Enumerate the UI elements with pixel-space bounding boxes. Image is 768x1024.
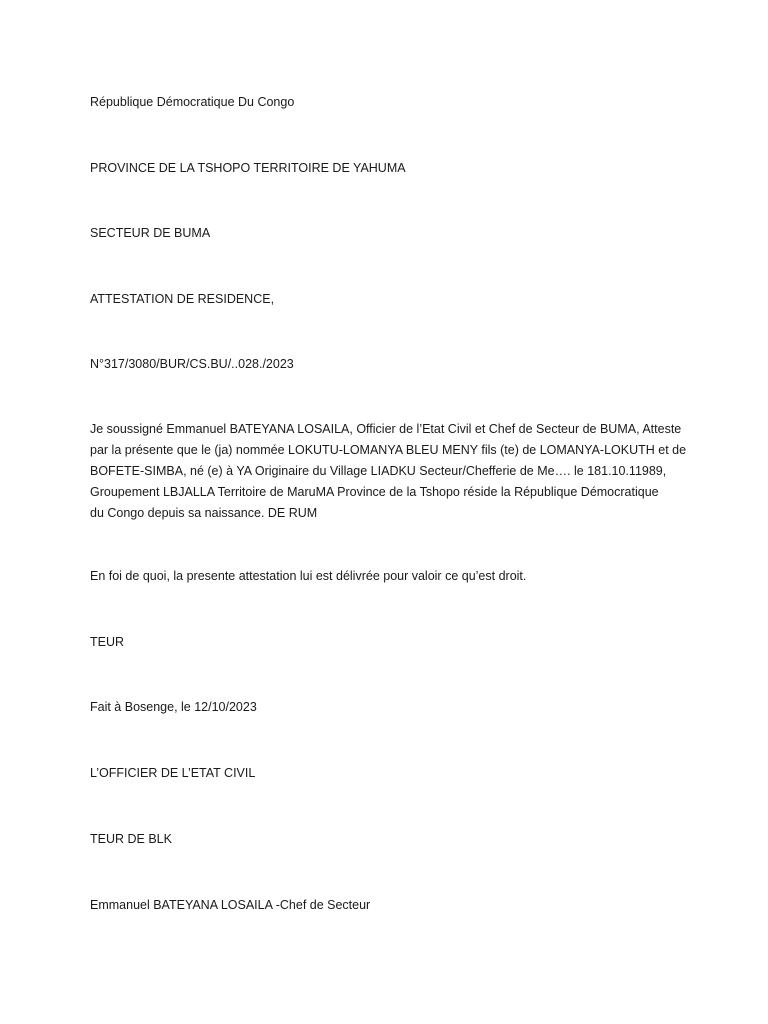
province-heading: PROVINCE DE LA TSHOPO TERRITOIRE DE YAHUMA [90, 161, 406, 175]
body-line: du Congo depuis sa naissance. DE RUM [90, 506, 318, 520]
text-fragment: TEUR DE BLK [90, 832, 172, 846]
document-title: ATTESTATION DE RESIDENCE, [90, 292, 275, 306]
text-fragment: TEUR [90, 635, 125, 649]
body-line: Je soussigné Emmanuel BATEYANA LOSAILA, Officier de l’Etat Civil et Chef de Secteur de BUMA, Atteste [90, 422, 682, 436]
signatory-name: Emmanuel BATEYANA LOSAILA -Chef de Secteur [90, 898, 371, 912]
officer-title: L’OFFICIER DE L’ETAT CIVIL [90, 766, 256, 780]
sector-heading: SECTEUR DE BUMA [90, 226, 211, 240]
body-line: Groupement LBJALLA Territoire de MaruMA Province de la Tshopo réside la République Démocratique [90, 485, 659, 499]
body-line: BOFETE-SIMBA, né (e) à YA Originaire du Village LIADKU Secteur/Chefferie de Me…. le 181.10.11989, [90, 464, 667, 478]
place-and-date: Fait à Bosenge, le 12/10/2023 [90, 700, 257, 714]
body-paragraph [90, 419, 690, 524]
body-line: par la présente que le (ja) nommée LOKUTU-LOMANYA BLEU MENY fils (te) de LOMANYA-LOKUTH et de [90, 443, 687, 457]
reference-number: N°317/3080/BUR/CS.BU/..028./2023 [90, 357, 294, 371]
closing-statement: En foi de quoi, la presente attestation lui est délivrée pour valoir ce qu’est droit. [90, 569, 527, 583]
country-heading: République Démocratique Du Congo [90, 95, 295, 109]
